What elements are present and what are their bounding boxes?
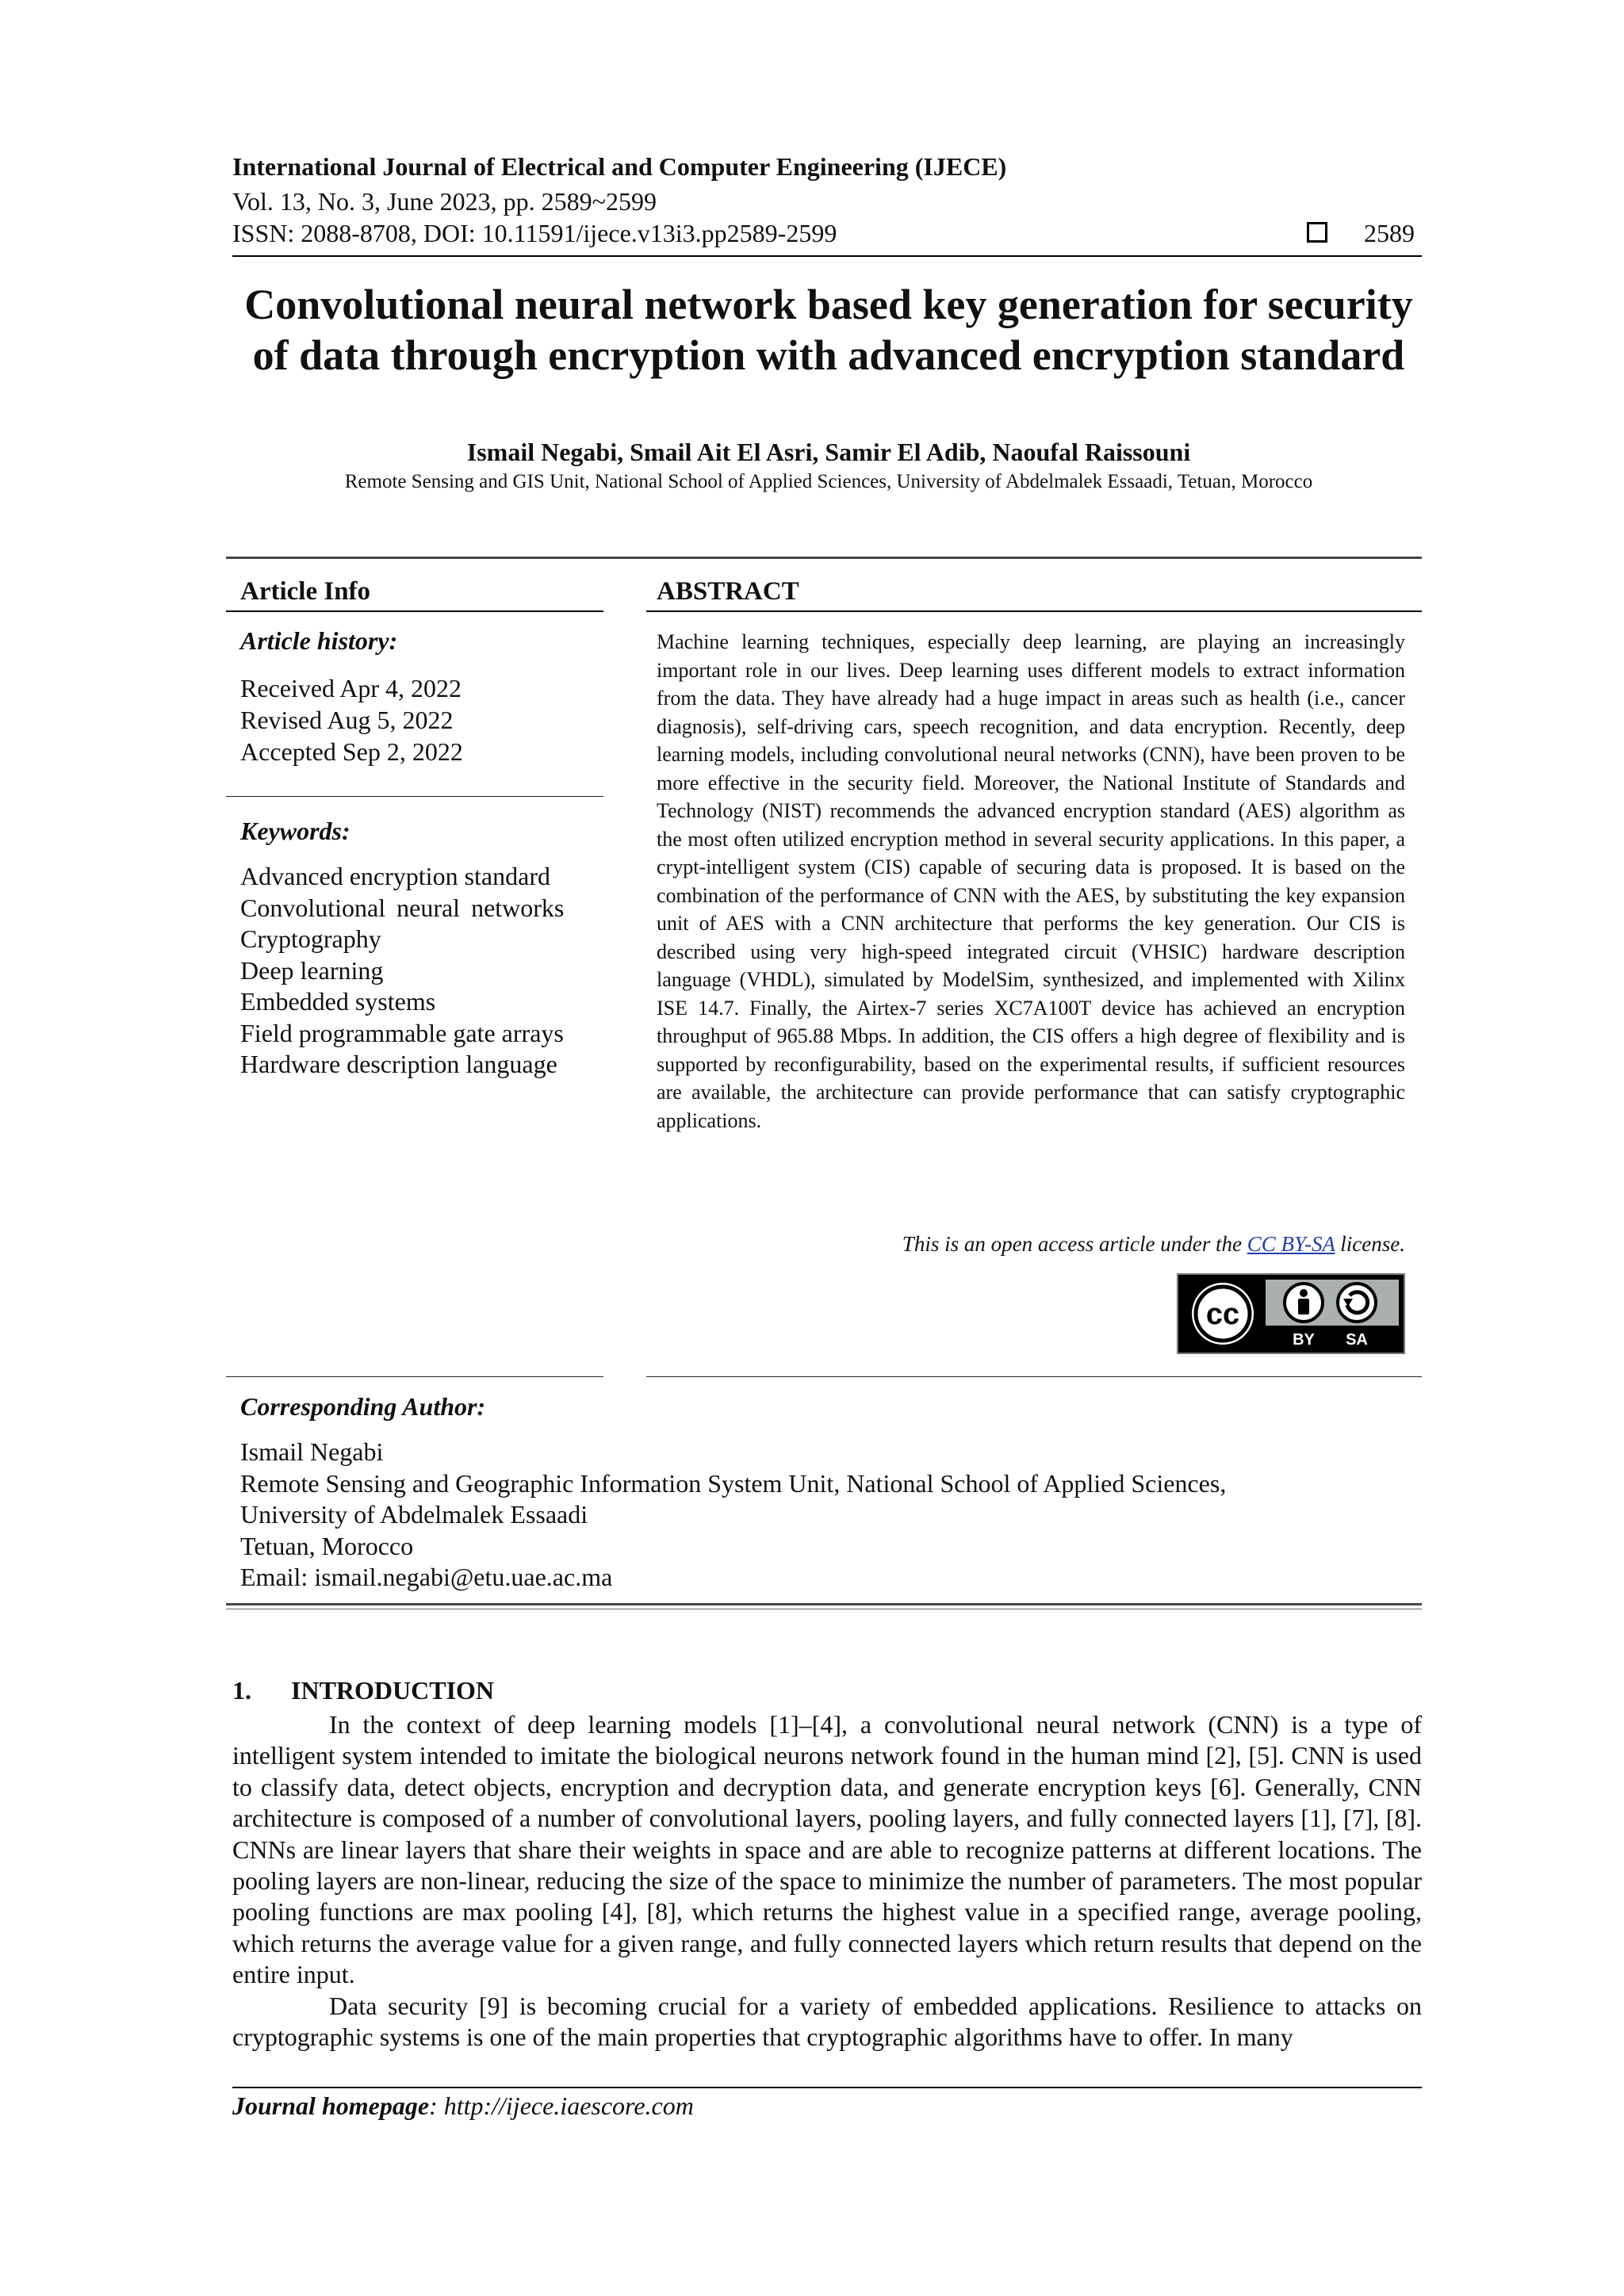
- corresponding-email: Email: ismail.negabi@etu.uae.ac.ma: [240, 1563, 613, 1591]
- article-history-heading: Article history:: [240, 626, 398, 655]
- info-box-top-rule: [226, 557, 1422, 559]
- article-history-list: [240, 672, 463, 767]
- abstract-text: Machine learning techniques, especially deep learning, are playing an increasingly important role in our lives. Deep learning uses different models to extract information from the data. They have already had a huge impact in areas such as health (i.e., cancer diagnosis), self-driving cars, speech recognition, and data encryption. Recently, deep learning models, including convolutional neural networks (CNN), have been proven to be more effective in the security field. Moreover, the National Institute of Standards and Technology (NIST) recommends the advanced encryption standard (AES) algorithm as the most often utilized encryption method in several security applications. In this paper, a crypt-intelligent system (CIS) capable of securing data is proposed. It is based on the combination of the performance of CNN with the AES, by substituting the key expansion unit of AES with a CNN architecture that performs the key generation. Our CIS is described using very high-speed integrated circuit (VHSIC) hardware description language (VHDL), simulated by ModelSim, synthesized, and implemented with Xilinx ISE 14.7. Finally, the Airtex-7 series XC7A100T device has achieved an encryption throughput of 965.88 Mbps. In addition, the CIS offers a high degree of flexibility and is supported by reconfigurability, based on the experimental results, if sufficient resources are available, the architecture can provide performance that can satisfy cryptographic applications.: [657, 630, 1405, 1132]
- keywords-list: [240, 861, 564, 1081]
- homepage-label: Journal homepage: [232, 2091, 430, 2120]
- corresponding-unit: Remote Sensing and Geographic Information System Unit, National School of Applied Sciences,: [240, 1468, 1227, 1498]
- corresponding-city: Tetuan, Morocco: [240, 1531, 414, 1560]
- abstract-rule: [646, 610, 1422, 612]
- journal-homepage: [232, 2091, 694, 2121]
- abstract-heading: ABSTRACT: [657, 577, 799, 606]
- title-line: of data through encryption with advanced encryption standard: [252, 331, 1405, 379]
- cc-by-sa-link[interactable]: CC BY-SA: [1247, 1232, 1335, 1256]
- section-heading-introduction: [232, 1676, 494, 1705]
- keyword: Advanced encryption standard: [240, 862, 550, 890]
- cc-by-sa-badge[interactable]: [1177, 1273, 1405, 1354]
- corresponding-right-rule: [646, 1376, 1422, 1377]
- corresponding-author-details: [240, 1437, 1226, 1594]
- keywords-heading: Keywords:: [240, 817, 350, 845]
- by-label: BY: [1293, 1331, 1315, 1349]
- sa-label: SA: [1346, 1331, 1368, 1349]
- history-revised: Revised Aug 5, 2022: [240, 706, 454, 734]
- paragraph: Data security [9] is becoming crucial for a variety of embedded applications. Resilience to attacks on cryptographic systems is one of the main properties that cryptographic algorithms have to offer. In many: [232, 1991, 1422, 2052]
- cc-glyph: cc: [1205, 1298, 1240, 1331]
- keyword: Embedded systems: [240, 987, 436, 1016]
- keyword: Deep learning: [240, 955, 384, 985]
- issn-line: ISSN: 2088-8708, DOI: 10.11591/ijece.v13i3.pp2589-2599: [232, 219, 837, 247]
- affiliation: Remote Sensing and GIS Unit, National School of Applied Sciences, University of Abdelmalek Essaadi, Tetuan, Morocco: [344, 471, 1313, 492]
- keyword: Field programmable gate arrays: [240, 1018, 564, 1047]
- corresponding-left-rule: [226, 1376, 603, 1377]
- paper-title: [222, 279, 1435, 381]
- paragraph: In the context of deep learning models [1]–[4], a convolutional neural network (CNN) is a type of intelligent system intended to imitate the biological neurons network found in the human mind [2], [5]. CNN is used to classify data, detect objects, encryption and decryption data, and generate encryption keys [6]. Generally, CNN architecture is composed of a number of convolutional layers, pooling layers, and fully connected layers [1], [7], [8]. CNNs are linear layers that share their weights in space and are able to recognize patterns at different locations. The pooling layers are non-linear, reducing the size of the space to minimize the number of parameters. The most popular pooling functions are max pooling [4], [8], which returns the highest value in a specified range, average pooling, which returns the average value for a given range, and fully connected layers which return results that depend on the entire input.: [232, 1710, 1422, 1989]
- section-title: INTRODUCTION: [291, 1676, 495, 1705]
- license-suffix: license.: [1335, 1232, 1405, 1256]
- info-box-bottom-rule: [226, 1603, 1422, 1605]
- homepage-url[interactable]: : http://ijece.iaescore.com: [429, 2091, 694, 2120]
- volume-line: Vol. 13, No. 3, June 2023, pp. 2589~2599: [232, 187, 657, 216]
- history-accepted: Accepted Sep 2, 2022: [240, 737, 463, 766]
- title-line: Convolutional neural network based key generation for security: [244, 281, 1413, 328]
- keyword: Hardware description language: [240, 1050, 557, 1078]
- cc-license-icon: [1178, 1275, 1404, 1353]
- checkbox-square-icon: [1307, 222, 1327, 243]
- corresponding-name: Ismail Negabi: [240, 1437, 384, 1466]
- corresponding-university: University of Abdelmalek Essaadi: [240, 1500, 588, 1529]
- license-prefix: This is an open access article under the: [902, 1232, 1247, 1256]
- article-info-rule: [226, 610, 603, 612]
- page-number: 2589: [1364, 219, 1415, 247]
- license-statement: [657, 1232, 1405, 1257]
- keywords-rule: [226, 796, 603, 797]
- introduction-body: [232, 1709, 1422, 2053]
- footer-rule: [232, 2087, 1422, 2088]
- corresponding-author-heading: Corresponding Author:: [240, 1392, 486, 1421]
- author-list: Ismail Negabi, Smail Ait El Asri, Samir El Adib, Naoufal Raissouni: [466, 438, 1191, 466]
- header-rule: [232, 255, 1422, 257]
- journal-name: International Journal of Electrical and Computer Engineering (IJECE): [232, 152, 1007, 181]
- keyword: Cryptography: [240, 924, 381, 953]
- section-number: 1.: [232, 1676, 251, 1705]
- history-received: Received Apr 4, 2022: [240, 674, 462, 702]
- article-info-heading: Article Info: [240, 577, 371, 606]
- keyword: Convolutional neural networks: [240, 893, 565, 922]
